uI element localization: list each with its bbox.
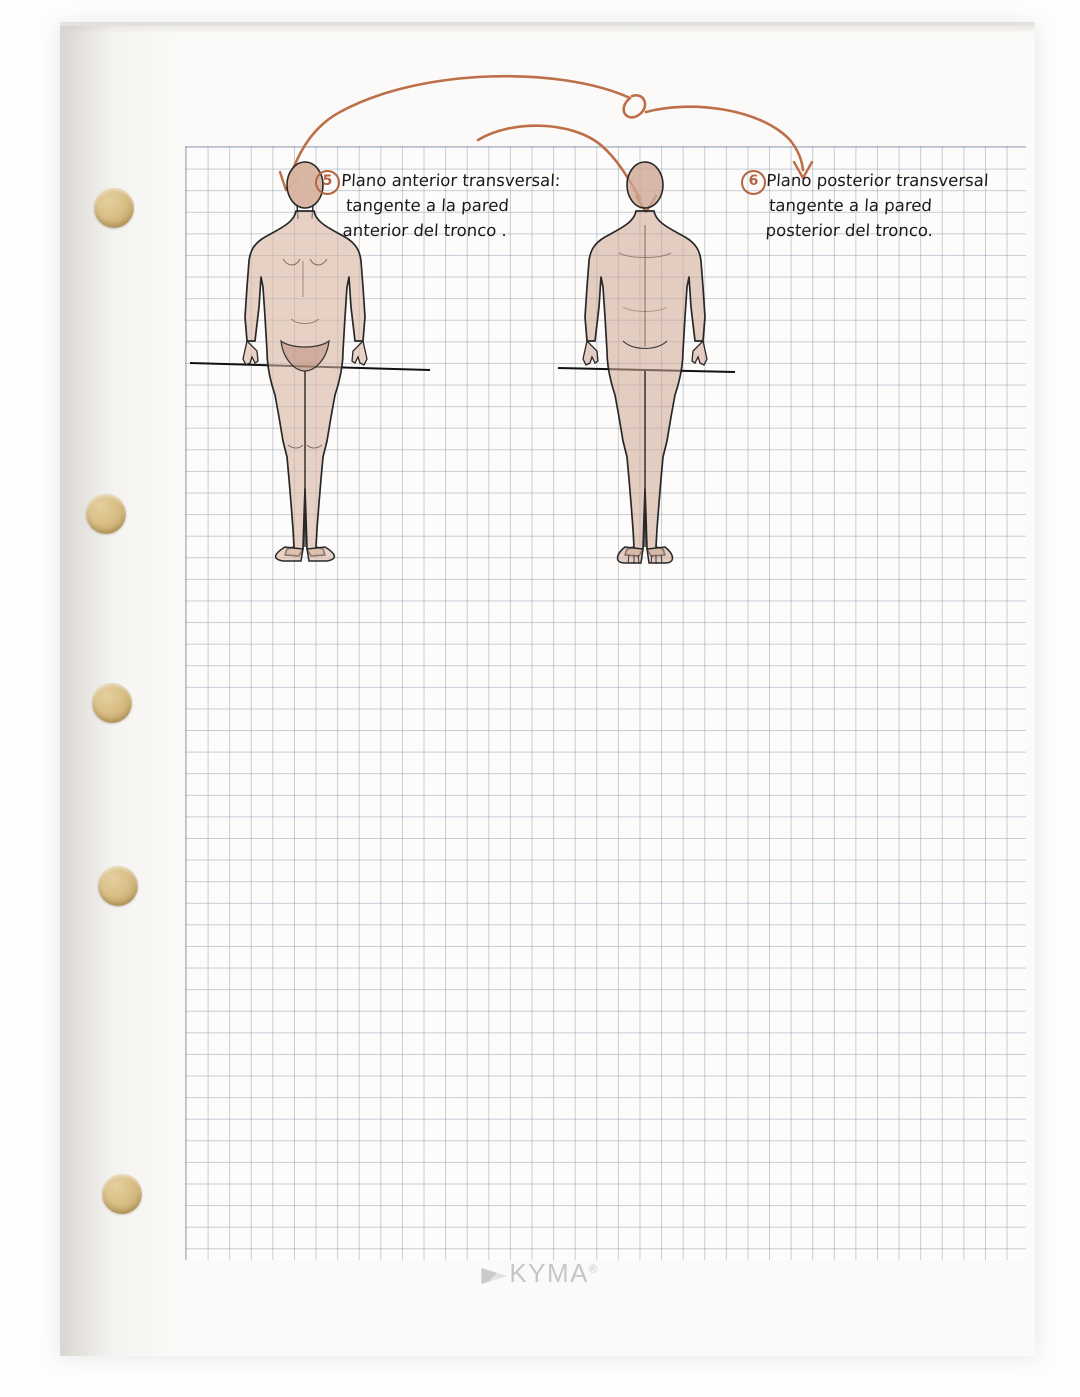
triangle-mark-icon bbox=[481, 1268, 507, 1284]
registered-mark: ® bbox=[589, 1263, 599, 1276]
note-line: posterior del tronco. bbox=[765, 221, 934, 240]
note-number-5: 5 bbox=[315, 170, 340, 195]
brand-logo-text: KYMA bbox=[509, 1258, 590, 1288]
note-text-5 bbox=[338, 168, 642, 243]
note-line: Plano anterior transversal: bbox=[340, 171, 561, 190]
brand-logo bbox=[0, 1258, 1080, 1289]
note-line: Plano posterior transversal bbox=[765, 171, 989, 190]
note-text-6 bbox=[763, 168, 1067, 243]
note-number-6: 6 bbox=[741, 170, 766, 195]
note-line: tangente a la pared bbox=[768, 196, 933, 215]
note-line: tangente a la pared bbox=[345, 196, 510, 215]
note-line: anterior del tronco . bbox=[342, 221, 508, 240]
